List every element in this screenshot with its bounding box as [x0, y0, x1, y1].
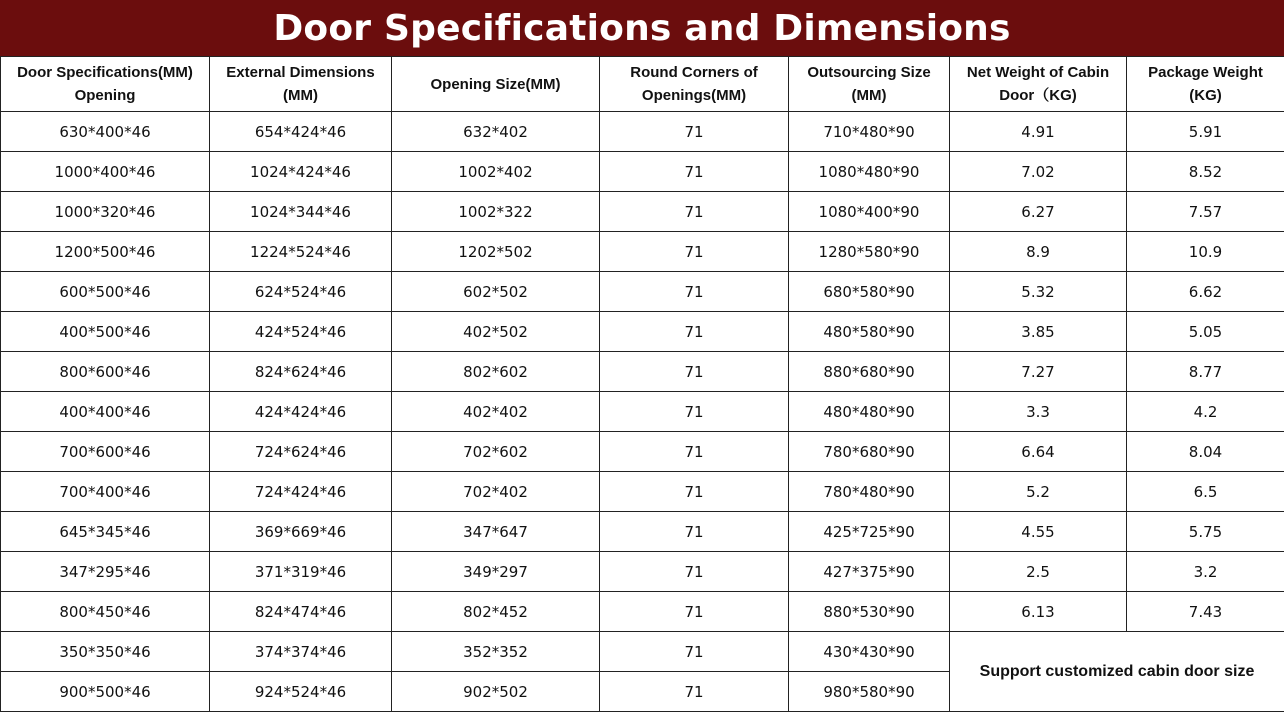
cell-package-weight: 10.9	[1127, 232, 1284, 272]
cell-external-dimensions: 654*424*46	[210, 112, 392, 152]
cell-external-dimensions: 374*374*46	[210, 632, 392, 672]
cell-outsourcing-size: 480*580*90	[789, 312, 950, 352]
table-row	[1, 352, 1284, 392]
cell-round-corners: 71	[600, 112, 789, 152]
table-row	[1, 112, 1284, 152]
table-row	[1, 632, 1284, 672]
cell-round-corners: 71	[600, 192, 789, 232]
cell-outsourcing-size: 980*580*90	[789, 672, 950, 712]
cell-door-spec: 700*600*46	[1, 432, 210, 472]
cell-external-dimensions: 824*474*46	[210, 592, 392, 632]
cell-outsourcing-size: 710*480*90	[789, 112, 950, 152]
cell-round-corners: 71	[600, 592, 789, 632]
cell-net-weight: 4.55	[950, 512, 1127, 552]
cell-round-corners: 71	[600, 432, 789, 472]
cell-package-weight: 3.2	[1127, 552, 1284, 592]
cell-external-dimensions: 424*524*46	[210, 312, 392, 352]
cell-net-weight: 3.85	[950, 312, 1127, 352]
cell-door-spec: 1200*500*46	[1, 232, 210, 272]
cell-package-weight: 5.05	[1127, 312, 1284, 352]
cell-external-dimensions: 924*524*46	[210, 672, 392, 712]
cell-net-weight: 7.27	[950, 352, 1127, 392]
cell-round-corners: 71	[600, 152, 789, 192]
cell-door-spec: 1000*400*46	[1, 152, 210, 192]
table-row	[1, 472, 1284, 512]
cell-outsourcing-size: 780*480*90	[789, 472, 950, 512]
table-row	[1, 512, 1284, 552]
cell-round-corners: 71	[600, 672, 789, 712]
cell-opening-size: 802*452	[392, 592, 600, 632]
cell-package-weight: 7.43	[1127, 592, 1284, 632]
cell-package-weight: 8.04	[1127, 432, 1284, 472]
cell-package-weight: 7.57	[1127, 192, 1284, 232]
cell-outsourcing-size: 880*680*90	[789, 352, 950, 392]
cell-round-corners: 71	[600, 552, 789, 592]
cell-door-spec: 630*400*46	[1, 112, 210, 152]
cell-outsourcing-size: 425*725*90	[789, 512, 950, 552]
header-row	[1, 57, 1284, 112]
cell-round-corners: 71	[600, 312, 789, 352]
customized-size-note: Support customized cabin door size	[950, 632, 1284, 712]
specifications-table	[0, 56, 1284, 712]
table-row	[1, 312, 1284, 352]
cell-opening-size: 402*402	[392, 392, 600, 432]
cell-outsourcing-size: 880*530*90	[789, 592, 950, 632]
cell-outsourcing-size: 1080*400*90	[789, 192, 950, 232]
cell-opening-size: 632*402	[392, 112, 600, 152]
cell-round-corners: 71	[600, 472, 789, 512]
header-door-specifications: Door Specifications(MM) Opening	[1, 57, 210, 112]
cell-net-weight: 4.91	[950, 112, 1127, 152]
cell-door-spec: 400*500*46	[1, 312, 210, 352]
cell-package-weight: 6.5	[1127, 472, 1284, 512]
cell-net-weight: 6.13	[950, 592, 1127, 632]
cell-external-dimensions: 824*624*46	[210, 352, 392, 392]
cell-opening-size: 702*402	[392, 472, 600, 512]
table-row	[1, 432, 1284, 472]
cell-round-corners: 71	[600, 512, 789, 552]
cell-door-spec: 700*400*46	[1, 472, 210, 512]
cell-door-spec: 645*345*46	[1, 512, 210, 552]
cell-door-spec: 600*500*46	[1, 272, 210, 312]
cell-round-corners: 71	[600, 632, 789, 672]
table-row	[1, 232, 1284, 272]
cell-external-dimensions: 724*624*46	[210, 432, 392, 472]
cell-door-spec: 900*500*46	[1, 672, 210, 712]
cell-net-weight: 5.32	[950, 272, 1127, 312]
cell-round-corners: 71	[600, 392, 789, 432]
table-row	[1, 592, 1284, 632]
table-row	[1, 272, 1284, 312]
header-net-weight: Net Weight of Cabin Door（KG)	[950, 57, 1127, 112]
cell-net-weight: 7.02	[950, 152, 1127, 192]
cell-package-weight: 8.77	[1127, 352, 1284, 392]
cell-opening-size: 602*502	[392, 272, 600, 312]
cell-external-dimensions: 1024*344*46	[210, 192, 392, 232]
cell-opening-size: 1002*402	[392, 152, 600, 192]
page-title: Door Specifications and Dimensions	[273, 7, 1011, 49]
cell-round-corners: 71	[600, 352, 789, 392]
cell-net-weight: 2.5	[950, 552, 1127, 592]
cell-opening-size: 347*647	[392, 512, 600, 552]
cell-external-dimensions: 1024*424*46	[210, 152, 392, 192]
cell-net-weight: 8.9	[950, 232, 1127, 272]
cell-net-weight: 6.64	[950, 432, 1127, 472]
header-external-dimensions: External Dimensions (MM)	[210, 57, 392, 112]
cell-net-weight: 5.2	[950, 472, 1127, 512]
cell-net-weight: 3.3	[950, 392, 1127, 432]
cell-door-spec: 800*600*46	[1, 352, 210, 392]
cell-package-weight: 4.2	[1127, 392, 1284, 432]
cell-door-spec: 800*450*46	[1, 592, 210, 632]
table-row	[1, 392, 1284, 432]
cell-outsourcing-size: 680*580*90	[789, 272, 950, 312]
title-banner	[0, 0, 1284, 56]
cell-package-weight: 8.52	[1127, 152, 1284, 192]
header-opening-size: Opening Size(MM)	[392, 57, 600, 112]
header-outsourcing-size: Outsourcing Size (MM)	[789, 57, 950, 112]
cell-round-corners: 71	[600, 232, 789, 272]
cell-outsourcing-size: 480*480*90	[789, 392, 950, 432]
cell-outsourcing-size: 430*430*90	[789, 632, 950, 672]
cell-outsourcing-size: 1280*580*90	[789, 232, 950, 272]
cell-door-spec: 400*400*46	[1, 392, 210, 432]
cell-opening-size: 902*502	[392, 672, 600, 712]
cell-package-weight: 5.91	[1127, 112, 1284, 152]
cell-opening-size: 702*602	[392, 432, 600, 472]
cell-opening-size: 352*352	[392, 632, 600, 672]
cell-door-spec: 347*295*46	[1, 552, 210, 592]
cell-package-weight: 6.62	[1127, 272, 1284, 312]
cell-external-dimensions: 624*524*46	[210, 272, 392, 312]
table-row	[1, 552, 1284, 592]
cell-package-weight: 5.75	[1127, 512, 1284, 552]
cell-opening-size: 1202*502	[392, 232, 600, 272]
cell-opening-size: 1002*322	[392, 192, 600, 232]
cell-outsourcing-size: 780*680*90	[789, 432, 950, 472]
cell-external-dimensions: 1224*524*46	[210, 232, 392, 272]
cell-opening-size: 349*297	[392, 552, 600, 592]
cell-outsourcing-size: 427*375*90	[789, 552, 950, 592]
header-round-corners: Round Corners of Openings(MM)	[600, 57, 789, 112]
cell-external-dimensions: 371*319*46	[210, 552, 392, 592]
cell-door-spec: 350*350*46	[1, 632, 210, 672]
table-row	[1, 152, 1284, 192]
cell-opening-size: 402*502	[392, 312, 600, 352]
cell-round-corners: 71	[600, 272, 789, 312]
cell-external-dimensions: 724*424*46	[210, 472, 392, 512]
header-package-weight: Package Weight (KG)	[1127, 57, 1284, 112]
cell-net-weight: 6.27	[950, 192, 1127, 232]
cell-door-spec: 1000*320*46	[1, 192, 210, 232]
cell-opening-size: 802*602	[392, 352, 600, 392]
table-row	[1, 192, 1284, 232]
cell-outsourcing-size: 1080*480*90	[789, 152, 950, 192]
cell-external-dimensions: 369*669*46	[210, 512, 392, 552]
cell-external-dimensions: 424*424*46	[210, 392, 392, 432]
